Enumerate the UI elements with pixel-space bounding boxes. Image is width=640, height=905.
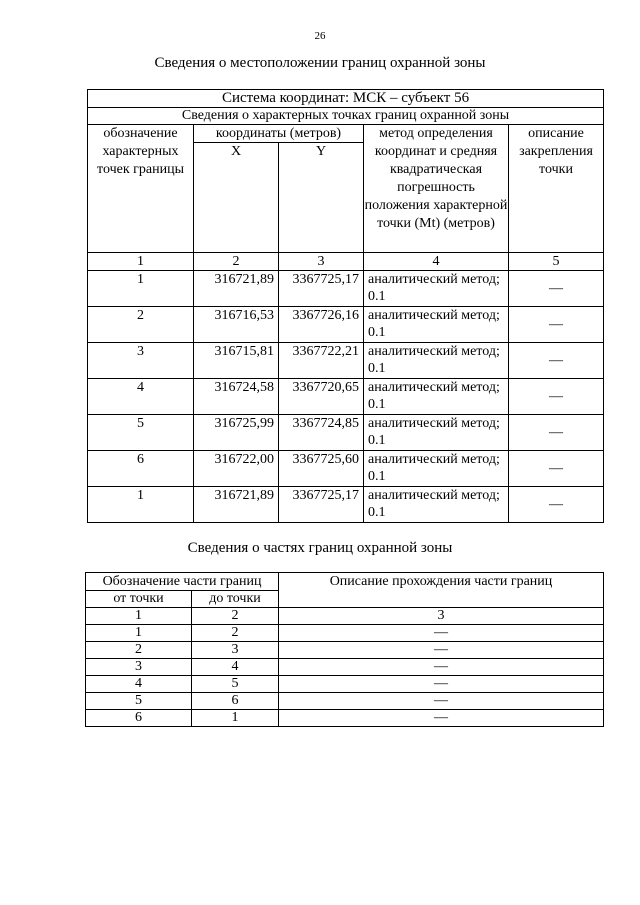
table-row — [88, 343, 604, 379]
method-value: аналитический метод; 0.1 — [364, 415, 509, 451]
table-row — [86, 659, 604, 676]
page-number: 26 — [314, 30, 326, 42]
table-row — [86, 625, 604, 642]
description-value: — — [509, 307, 604, 343]
table-row — [86, 710, 604, 727]
table-row — [88, 451, 604, 487]
table-row — [86, 676, 604, 693]
coord-x: 316721,89 — [194, 487, 279, 523]
col-number: 3 — [279, 608, 604, 625]
coord-y: 3367725,60 — [279, 451, 364, 487]
table-row — [86, 642, 604, 659]
to-point: 1 — [192, 710, 279, 727]
to-point: 2 — [192, 625, 279, 642]
part-description: — — [279, 642, 604, 659]
col-number: 5 — [509, 253, 604, 271]
col-header-part-designation: Обозначение части границ — [86, 573, 279, 591]
table-row — [88, 271, 604, 307]
boundary-points-table — [87, 89, 604, 523]
from-point: 1 — [86, 625, 192, 642]
to-point: 3 — [192, 642, 279, 659]
method-value: аналитический метод; 0.1 — [364, 343, 509, 379]
description-value: — — [509, 451, 604, 487]
col-header-method: метод определения координат и средняя квадратическая погрешность положения характерной точки (Mt) (метров) — [364, 125, 509, 253]
from-point: 6 — [86, 710, 192, 727]
col-header-x: X — [194, 143, 279, 253]
col-number: 4 — [364, 253, 509, 271]
table-row — [86, 693, 604, 710]
table-row — [88, 487, 604, 523]
to-point: 6 — [192, 693, 279, 710]
col-number: 2 — [194, 253, 279, 271]
part-description: — — [279, 659, 604, 676]
table-row — [88, 379, 604, 415]
col-number: 1 — [88, 253, 194, 271]
from-point: 2 — [86, 642, 192, 659]
coord-x: 316715,81 — [194, 343, 279, 379]
coord-y: 3367725,17 — [279, 271, 364, 307]
table-subtitle: Сведения о характерных точках границ охранной зоны — [88, 108, 604, 125]
to-point: 5 — [192, 676, 279, 693]
col-header-part-description: Описание прохождения части границ — [279, 573, 604, 608]
col-header-designation: обозначение характерных точек границы — [88, 125, 194, 253]
coord-x: 316716,53 — [194, 307, 279, 343]
to-point: 4 — [192, 659, 279, 676]
point-id: 2 — [88, 307, 194, 343]
coord-system-header: Система координат: МСК – субъект 56 — [88, 90, 604, 108]
coord-y: 3367725,17 — [279, 487, 364, 523]
col-header-from: от точки — [86, 591, 192, 608]
point-id: 6 — [88, 451, 194, 487]
coord-y: 3367722,21 — [279, 343, 364, 379]
coord-y: 3367724,85 — [279, 415, 364, 451]
point-id: 1 — [88, 271, 194, 307]
coord-y: 3367720,65 — [279, 379, 364, 415]
point-id: 5 — [88, 415, 194, 451]
method-value: аналитический метод; 0.1 — [364, 379, 509, 415]
coord-x: 316725,99 — [194, 415, 279, 451]
col-header-to: до точки — [192, 591, 279, 608]
description-value: — — [509, 487, 604, 523]
part-description: — — [279, 676, 604, 693]
method-value: аналитический метод; 0.1 — [364, 487, 509, 523]
section-title-location: Сведения о местоположении границ охранной зоны — [154, 55, 486, 71]
description-value: — — [509, 343, 604, 379]
col-number: 2 — [192, 608, 279, 625]
method-value: аналитический метод; 0.1 — [364, 271, 509, 307]
method-value: аналитический метод; 0.1 — [364, 307, 509, 343]
from-point: 3 — [86, 659, 192, 676]
point-id: 4 — [88, 379, 194, 415]
coord-x: 316722,00 — [194, 451, 279, 487]
table-row — [88, 307, 604, 343]
coord-x: 316724,58 — [194, 379, 279, 415]
coord-x: 316721,89 — [194, 271, 279, 307]
description-value: — — [509, 271, 604, 307]
description-value: — — [509, 379, 604, 415]
col-number: 1 — [86, 608, 192, 625]
boundary-parts-table — [85, 572, 604, 727]
coord-y: 3367726,16 — [279, 307, 364, 343]
col-header-coords: координаты (метров) — [194, 125, 364, 143]
description-value: — — [509, 415, 604, 451]
from-point: 5 — [86, 693, 192, 710]
section-title-parts: Сведения о частях границ охранной зоны — [187, 540, 453, 556]
col-header-description: описание закрепления точки — [509, 125, 604, 253]
point-id: 3 — [88, 343, 194, 379]
table-row — [88, 415, 604, 451]
part-description: — — [279, 625, 604, 642]
part-description: — — [279, 693, 604, 710]
col-header-y: Y — [279, 143, 364, 253]
col-number: 3 — [279, 253, 364, 271]
part-description: — — [279, 710, 604, 727]
from-point: 4 — [86, 676, 192, 693]
method-value: аналитический метод; 0.1 — [364, 451, 509, 487]
point-id: 1 — [88, 487, 194, 523]
